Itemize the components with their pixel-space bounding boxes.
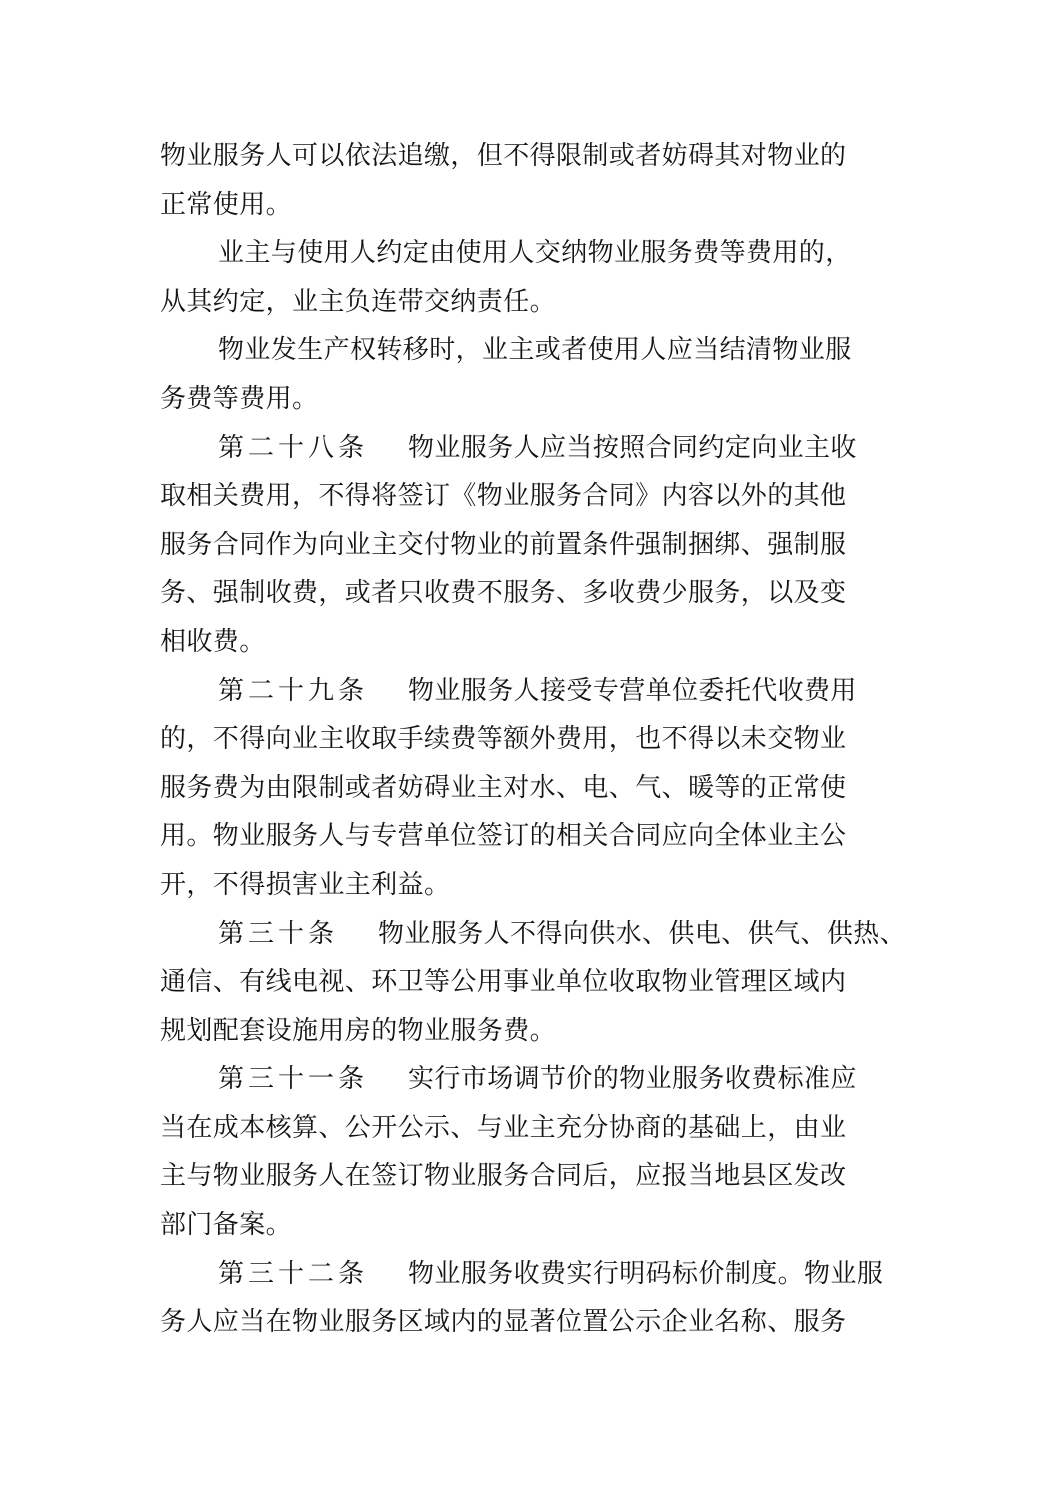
paragraph-continuation (160, 132, 908, 229)
text-line: 务费等费用。 (160, 383, 319, 414)
article-29 (160, 667, 908, 910)
text-line: 实行市场调节价的物业服务收费标准应 (408, 1064, 857, 1095)
text-line: 物业服务人接受专营单位委托代收费用 (408, 675, 857, 706)
text-line: 物业服务收费实行明码标价制度。物业服 (408, 1258, 884, 1289)
text-line: 部门备案。 (160, 1210, 293, 1241)
text-line: 物业服务人可以依法追缴，但不得限制或者妨碍其对物业的 (160, 141, 847, 171)
text-line: 正常使用。 (160, 189, 293, 220)
text-line: 务人应当在物业服务区域内的显著位置公示企业名称、服务 (160, 1307, 847, 1338)
article-number: 第二十八条 (218, 432, 369, 463)
text-line: 规划配套设施用房的物业服务费。 (160, 1015, 557, 1046)
paragraph-user-agreement (160, 229, 908, 326)
text-line: 物业服务人不得向供水、供电、供气、供热、 (378, 918, 907, 949)
text-line: 服务费为由限制或者妨碍业主对水、电、气、暖等的正常使 (160, 772, 847, 803)
article-number: 第三十一条 (218, 1064, 369, 1095)
text-line: 务、强制收费，或者只收费不服务、多收费少服务，以及变 (160, 578, 847, 609)
article-number: 第三十条 (218, 918, 339, 949)
text-line: 用。物业服务人与专营单位签订的相关合同应向全体业主公 (160, 821, 847, 852)
paragraph-property-transfer (160, 326, 908, 423)
article-number: 第三十二条 (218, 1258, 369, 1289)
text-line: 服务合同作为向业主交付物业的前置条件强制捆绑、强制服 (160, 529, 847, 560)
article-28 (160, 424, 908, 667)
article-number: 第二十九条 (218, 675, 369, 706)
text-line: 相收费。 (160, 626, 266, 657)
text-line: 通信、有线电视、环卫等公用事业单位收取物业管理区域内 (160, 967, 847, 998)
article-30 (160, 910, 908, 1056)
text-line: 主与物业服务人在签订物业服务合同后，应报当地县区发改 (160, 1161, 847, 1192)
text-line: 业主与使用人约定由使用人交纳物业服务费等费用的， (218, 238, 852, 269)
text-line: 物业发生产权转移时，业主或者使用人应当结清物业服 (218, 335, 852, 366)
article-32 (160, 1250, 908, 1347)
text-line: 的，不得向业主收取手续费等额外费用，也不得以未交物业 (160, 724, 847, 755)
document-page (160, 132, 908, 1347)
text-line: 取相关费用，不得将签订《物业服务合同》内容以外的其他 (160, 481, 847, 512)
article-31 (160, 1055, 908, 1249)
text-line: 从其约定，业主负连带交纳责任。 (160, 286, 557, 317)
text-line: 开，不得损害业主利益。 (160, 869, 451, 900)
text-line: 物业服务人应当按照合同约定向业主收 (408, 432, 857, 463)
text-line: 当在成本核算、公开公示、与业主充分协商的基础上，由业 (160, 1112, 847, 1143)
